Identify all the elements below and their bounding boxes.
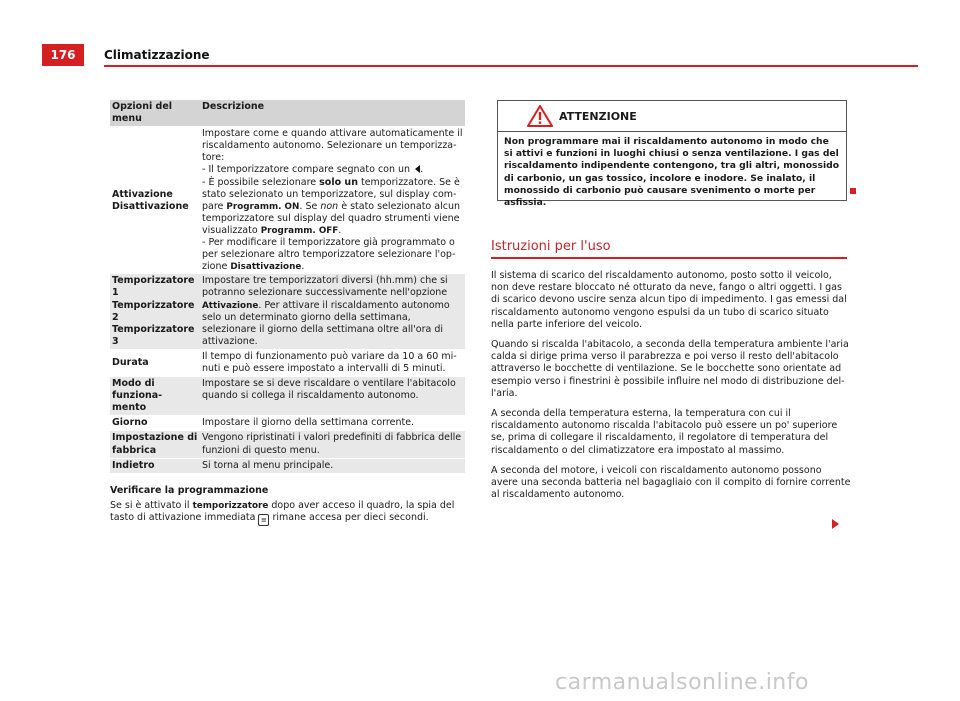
col-header-description: Descrizione	[202, 101, 265, 112]
row-description: Vengono ripristinati i valori predefiniti di fabbrica delle funzioni di questo menu.	[202, 432, 462, 456]
warning-triangle-icon	[527, 105, 553, 127]
watermark: carmanualsonline.info	[555, 670, 809, 695]
warning-box	[497, 100, 847, 209]
row-option	[110, 127, 198, 274]
section-rule	[491, 257, 847, 259]
option-line: Disattivazione	[112, 200, 189, 212]
table-header-row	[110, 100, 465, 126]
table-row	[110, 431, 465, 457]
table-row	[110, 377, 465, 415]
page-title: Climatizzazione	[104, 48, 210, 62]
desc-paragraph: - Per modificare il temporizzatore già programmato o per selezionare altro temporizzatore selezionare l'opzione Disattivazione.	[202, 237, 456, 273]
option-line: fabbrica	[112, 444, 157, 456]
left-arrow-icon	[415, 165, 420, 173]
table-row	[110, 459, 465, 473]
body-paragraph: Il sistema di scarico del riscaldamento autonomo, posto sotto il veicolo, non deve restare bloccato né otturato da neve, fango o altri oggetti. I gas di scarico devono uscire senza alcun tipo di impedimento. I gas emessi dal riscaldamento autonomo vengono espulsi da un tubo di scarico situato nella parte inferiore del veicolo.	[491, 270, 847, 330]
col-header-option: Opzioni del menu	[112, 101, 173, 125]
body-paragraph: Quando si riscalda l'abitacolo, a seconda della temperatura ambiente l'aria calda si dirige prima verso il parabrezza e poi verso il resto dell'abitacolo attraverso le bocchette di ventilazione. Se le bocchette sono orientate ad esempio verso i finestrini è possibile influire nel modo di distribuzione dell'aria.	[491, 339, 849, 399]
table-row	[110, 127, 465, 274]
option-line: mento	[112, 402, 147, 414]
desc-paragraph: - È possibile selezionare solo un temporizzatore. Se è stato selezionato un temporizzatore, sul display compare Programm. ON. Se non è stato selezionato alcun temporizzatore sul display del quadro strumenti viene visualizzato Programm. OFF.	[202, 176, 460, 236]
verify-heading: Verificare la programmazione	[110, 485, 269, 496]
section-end-marker	[850, 188, 856, 194]
page-number: 176	[42, 44, 84, 66]
row-option	[110, 459, 198, 473]
table-row	[110, 350, 465, 376]
option-line: Impostazione di	[112, 432, 198, 444]
section-body	[491, 270, 851, 509]
option-line: Attivazione	[112, 188, 173, 200]
row-description: Impostare tre temporizzatori diversi (hh.mm) che si potranno selezionare successivamente nell'opzione Attivazione. Per attivare il riscaldamento autonomo selo un determinato giorno della settimana, selezionare il giorno della settimana oltre all'ora di attivazione.	[202, 275, 450, 347]
continue-arrow-icon	[832, 519, 839, 529]
body-paragraph: A seconda della temperatura esterna, la temperatura con cui il riscaldamento autonomo riscalda l'abitacolo può essere un po' superiore se, prima di collegare il riscaldamento, il regolatore di temperatura del riscaldamento o del climatizzatore era impostato al massimo.	[491, 408, 838, 456]
row-description: Il tempo di funzionamento può variare da 10 a 60 minuti e può essere impostato a intervalli di 5 minuti.	[202, 350, 457, 374]
option-line: Durata	[112, 356, 149, 368]
menu-options-table	[110, 100, 465, 473]
row-description: Impostare se si deve riscaldare o ventilare l'abitacolo quando si collega il riscaldamento autonomo.	[202, 378, 456, 402]
warning-header	[498, 101, 846, 132]
desc-paragraph: - Il temporizzatore compare segnato con un .	[202, 164, 424, 176]
warning-text: Non programmare mai il riscaldamento autonomo in modo che si attivi e funzioni in luoghi chiusi o senza ventilazione. I gas del riscaldamento indipendente contengono, tra gli altri, monossido di carbonio, un gas tossico, incolore e inodore. Se inalato, il monossido di carbonio può causare svenimento o morte per asfissia.	[504, 136, 840, 209]
row-option	[110, 431, 198, 457]
header-rule	[104, 65, 918, 67]
option-line: Temporizzatore 1	[112, 275, 195, 299]
heater-indicator-icon: ≡	[258, 514, 269, 526]
table-row	[110, 274, 465, 349]
warning-title: ATTENZIONE	[559, 109, 637, 123]
row-option	[110, 350, 198, 376]
row-option	[110, 416, 198, 430]
row-description: Impostare il giorno della settimana corrente.	[202, 417, 415, 429]
section-title: Istruzioni per l'uso	[491, 239, 611, 254]
desc-paragraph: Impostare come e quando attivare automaticamente il riscaldamento autonomo. Selezionare un temporizzatore:	[202, 128, 463, 164]
verify-paragraph: Se si è attivato il temporizzatore dopo aver acceso il quadro, la spia del tasto di attivazione immediata ≡ rimane accesa per dieci secondi.	[110, 500, 455, 525]
option-line: Temporizzatore 3	[112, 323, 195, 347]
table-row	[110, 416, 465, 430]
body-paragraph: A seconda del motore, i veicoli con riscaldamento autonomo possono avere una seconda batteria nel bagagliaio con il compito di fornire corrente al riscaldamento autonomo.	[491, 464, 851, 501]
option-line: Indietro	[112, 459, 155, 471]
row-description: Si torna al menu principale.	[202, 459, 334, 471]
row-description	[198, 127, 465, 274]
option-line: Modo di funziona-	[112, 378, 163, 402]
row-option	[110, 274, 198, 349]
row-option	[110, 377, 198, 415]
option-line: Temporizzatore 2	[112, 299, 195, 323]
option-line: Giorno	[112, 417, 148, 429]
